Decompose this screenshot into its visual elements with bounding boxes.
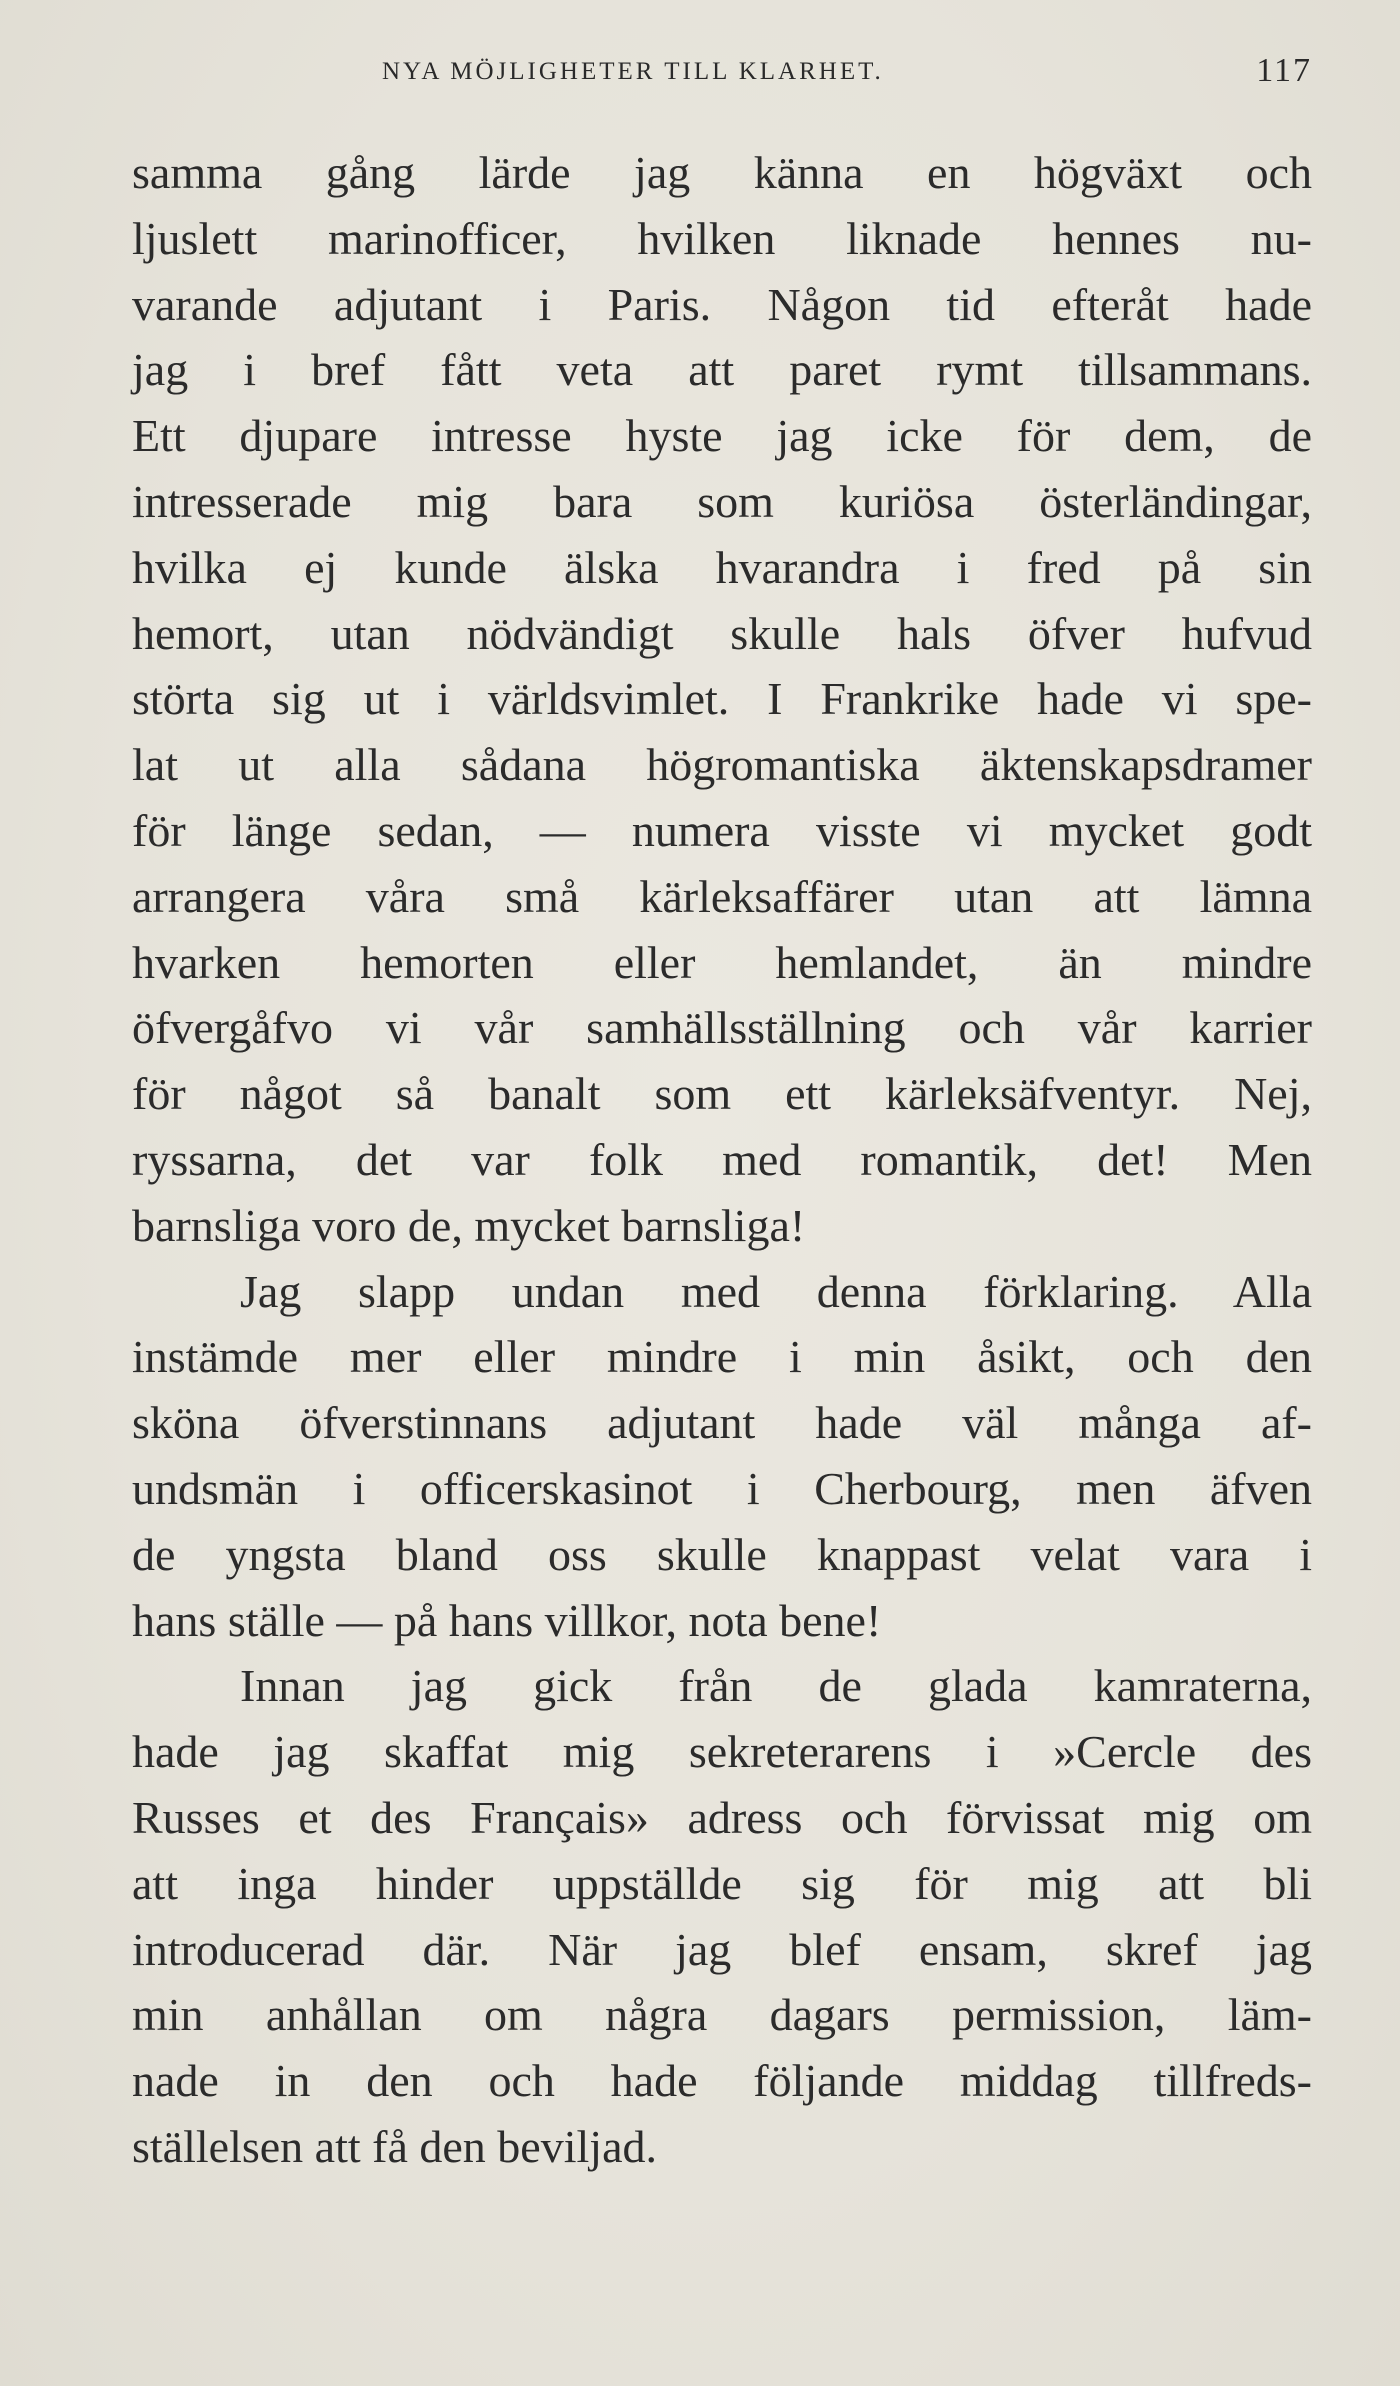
text-line: för något så banalt som ett kärleksäfventyr. Nej, [132,1068,1312,1120]
text-line: Innan jag gick från de glada kamraterna, [240,1660,1312,1712]
text-line: att inga hinder uppställde sig för mig att bli [132,1857,1312,1909]
text-line: hvilka ej kunde älska hvarandra i fred på sin [132,541,1312,593]
text-line: de yngsta bland oss skulle knappast velat vara i [132,1528,1312,1580]
text-line: ryssarna, det var folk med romantik, det! Men [132,1133,1312,1185]
text-line: ställelsen att få den beviljad. [132,2120,657,2172]
paragraph [132,140,1312,1259]
text-line: hans ställe — på hans villkor, nota bene! [132,1594,882,1646]
text-line: instämde mer eller mindre i min åsikt, och den [132,1331,1312,1383]
text-line: Russes et des Français» adress och förvissat mig om [132,1791,1312,1843]
paragraph [132,1259,1312,1654]
text-line: undsmän i officerskasinot i Cherbourg, men äfven [132,1462,1312,1514]
text-line: hemort, utan nödvändigt skulle hals öfver hufvud [132,607,1312,659]
text-line: min anhållan om några dagars permission, läm- [132,1989,1312,2041]
text-line: jag i bref fått veta att paret rymt tillsammans. [132,344,1312,396]
text-line: Jag slapp undan med denna förklaring. Alla [240,1265,1312,1317]
text-line: öfvergåfvo vi vår samhällsställning och vår karrier [132,1002,1312,1054]
text-line: nade in den och hade följande middag tillfreds- [132,2055,1312,2107]
text-line: intresserade mig bara som kuriösa österländingar, [132,475,1312,527]
text-line: arrangera våra små kärleksaffärer utan att lämna [132,870,1312,922]
text-line: ljuslett marinofficer, hvilken liknade hennes nu- [132,212,1312,264]
paragraph [132,1653,1312,2179]
text-line: störta sig ut i världsvimlet. I Frankrike hade vi spe- [132,673,1312,725]
text-line: lat ut alla sådana högromantiska äktenskapsdramer [132,739,1312,791]
text-line: hvarken hemorten eller hemlandet, än mindre [132,936,1312,988]
page-number: 117 [1256,52,1312,89]
text-line: sköna öfverstinnans adjutant hade väl många af- [132,1397,1312,1449]
text-line: Ett djupare intresse hyste jag icke för dem, de [132,410,1312,462]
running-head [382,52,1322,102]
text-line: varande adjutant i Paris. Någon tid efteråt hade [132,278,1312,330]
text-line: samma gång lärde jag känna en högväxt och [132,147,1312,198]
text-line: hade jag skaffat mig sekreterarens i »Cercle des [132,1726,1312,1778]
text-line: barnsliga voro de, mycket barnsliga! [132,1199,806,1251]
text-line: för länge sedan, — numera visste vi mycket godt [132,804,1312,856]
text-line: introducerad där. När jag blef ensam, skref jag [132,1923,1312,1975]
body-text [132,140,1312,2180]
running-title: NYA MÖJLIGHETER TILL KLARHET. [382,58,884,85]
